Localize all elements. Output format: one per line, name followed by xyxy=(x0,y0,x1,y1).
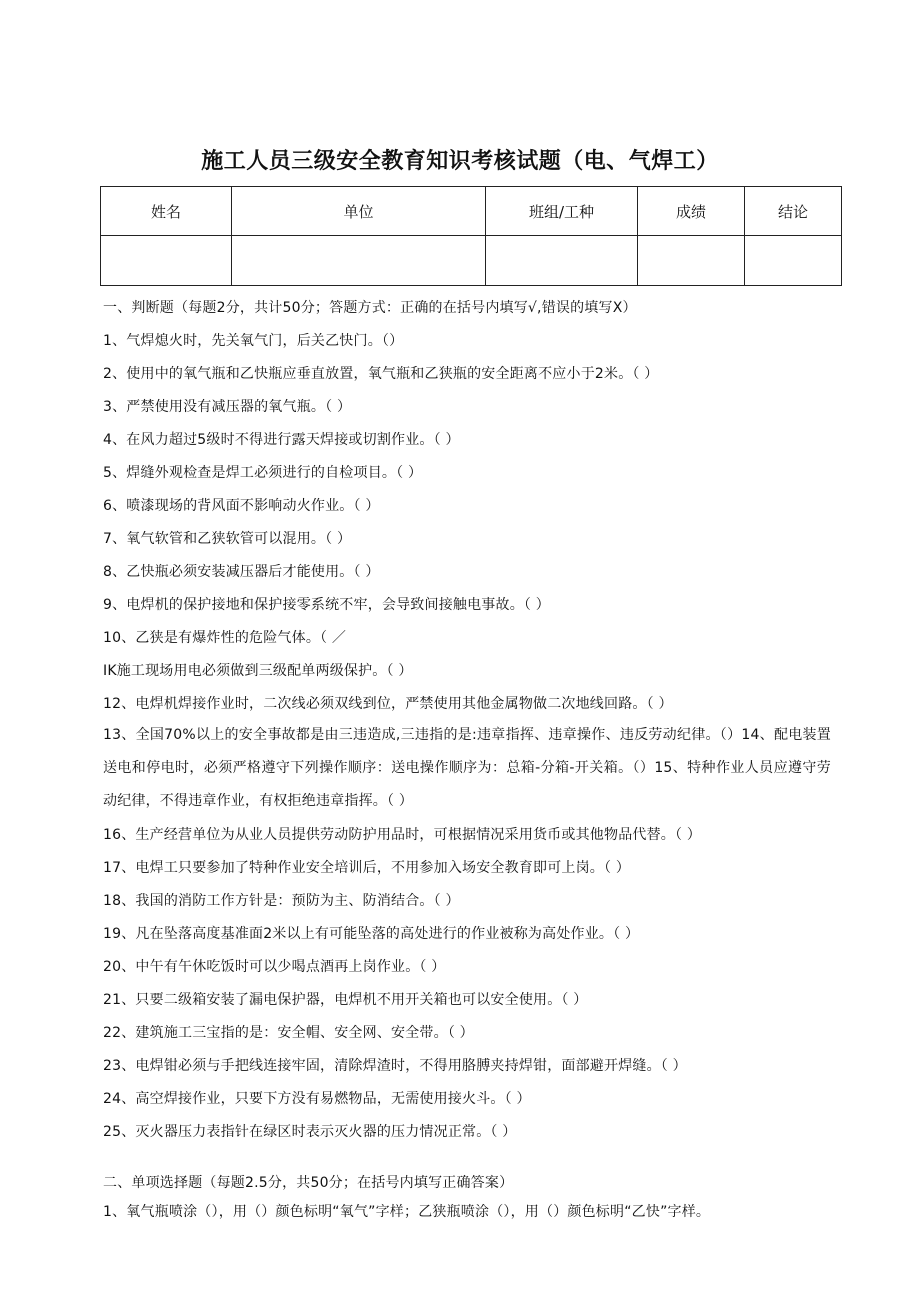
header-conclusion: 结论 xyxy=(745,187,842,236)
name-cell[interactable] xyxy=(101,236,232,286)
question-24: 24、高空焊接作业，只要下方没有易燃物品，无需使用接火斗。（ ） xyxy=(103,1091,531,1107)
question-2: 2、使用中的氧气瓶和乙快瓶应垂直放置，氧气瓶和乙狭瓶的安全距离不应小于2米。（ ） xyxy=(103,366,659,382)
question-3: 3、严禁使用没有减压器的氧气瓶。（ ） xyxy=(103,399,352,415)
choice-question-1: 1、氧气瓶喷涂（），用（）颜色标明“氧气”字样；乙狭瓶喷涂（），用（）颜色标明“乙快”字样。 xyxy=(103,1204,711,1220)
header-score: 成绩 xyxy=(638,187,745,236)
header-name: 姓名 xyxy=(101,187,232,236)
section2-heading: 二、单项选择题（每题2.5分，共50分；在括号内填写正确答案） xyxy=(103,1175,514,1191)
info-table-fill-row xyxy=(101,236,842,286)
question-1: 1、气焊熄火时，先关氧气门，后关乙快门。（） xyxy=(103,333,404,349)
question-18: 18、我国的消防工作方针是：预防为主、防消结合。（ ） xyxy=(103,893,460,909)
question-25: 25、灭火器压力表指针在绿区时表示灭火器的压力情况正常。（ ） xyxy=(103,1124,517,1140)
question-4: 4、在风力超过5级时不得进行露天焊接或切割作业。（ ） xyxy=(103,432,460,448)
question-22: 22、建筑施工三宝指的是：安全帽、安全网、安全带。（ ） xyxy=(103,1025,474,1041)
question-20: 20、中午有午休吃饭时可以少喝点酒再上岗作业。（ ） xyxy=(103,959,446,975)
question-23: 23、电焊钳必须与手把线连接牢固，清除焊渣时，不得用胳膊夹持焊钳，面部避开焊缝。（ ） xyxy=(103,1058,687,1074)
unit-cell[interactable] xyxy=(232,236,486,286)
section1-heading: 一、判断题（每题2分，共计50分；答题方式：正确的在括号内填写√,错误的填写X） xyxy=(103,300,637,316)
question-7: 7、氧气软管和乙狭软管可以混用。（ ） xyxy=(103,531,352,547)
question-5: 5、焊缝外观检查是焊工必须进行的自检项目。（ ） xyxy=(103,465,423,481)
header-team: 班组/工种 xyxy=(486,187,638,236)
question-8: 8、乙快瓶必须安装减压器后才能使用。（ ） xyxy=(103,564,380,580)
question-19: 19、凡在坠落高度基准面2米以上有可能坠落的高处进行的作业被称为高处作业。（ ） xyxy=(103,926,640,942)
header-unit: 单位 xyxy=(232,187,486,236)
question-11: IK施工现场用电必须做到三级配单两级保护。（ ） xyxy=(103,663,413,679)
question-13-15: 13、全国70%以上的安全事故都是由三违造成,三违指的是:违章指挥、违章操作、违反劳动纪律。（）14、配电装置送电和停电时，必须严格遵守下列操作顺序：送电操作顺序为：总箱-分箱-开关箱。（）15、特种作业人员应遵守劳动纪律，不得违章作业，有权拒绝违章指挥。（ ） xyxy=(103,727,831,809)
question-12: 12、电焊机焊接作业时，二次线必须双线到位，严禁使用其他金属物做二次地线回路。（ ） xyxy=(103,696,673,712)
team-cell[interactable] xyxy=(486,236,638,286)
question-6: 6、喷漆现场的背风面不影响动火作业。（ ） xyxy=(103,498,380,514)
score-cell[interactable] xyxy=(638,236,745,286)
page-title: 施工人员三级安全教育知识考核试题（电、气焊工） xyxy=(201,149,719,174)
question-17: 17、电焊工只要参加了特种作业安全培训后，不用参加入场安全教育即可上岗。（ ） xyxy=(103,860,631,876)
conclusion-cell[interactable] xyxy=(745,236,842,286)
question-16: 16、生产经营单位为从业人员提供劳动防护用品时，可根据情况采用货币或其他物品代替。（ ） xyxy=(103,827,702,843)
question-9: 9、电焊机的保护接地和保护接零系统不牢，会导致间接触电事故。（ ） xyxy=(103,597,550,613)
question-21: 21、只要二级箱安装了漏电保护器，电焊机不用开关箱也可以安全使用。（ ） xyxy=(103,992,588,1008)
info-table xyxy=(100,186,842,286)
question-10: 10、乙狭是有爆炸性的危险气体。（ ／ xyxy=(103,630,347,646)
info-table-header-row xyxy=(101,187,842,236)
